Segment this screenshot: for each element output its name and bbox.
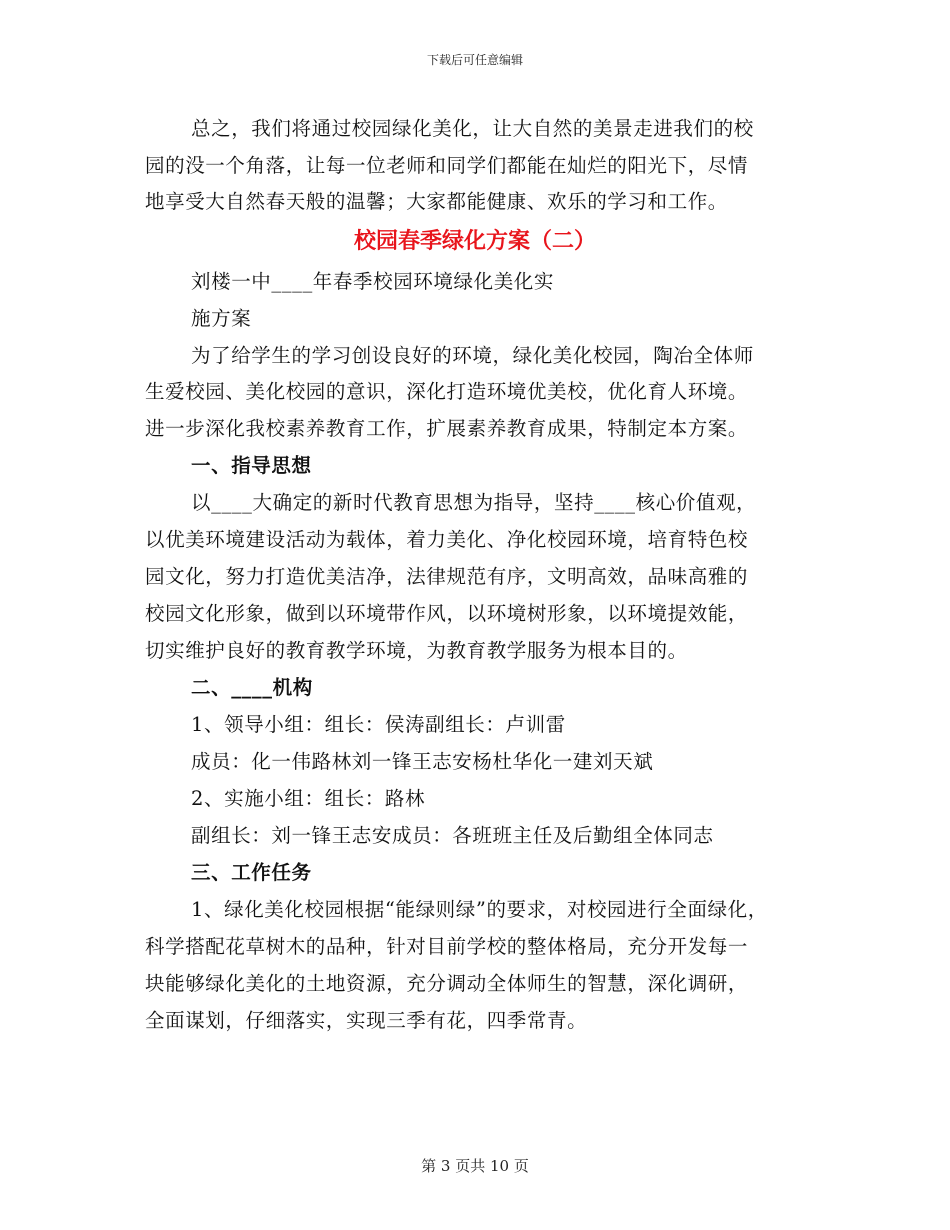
section2-line-3: 2、实施小组：组长：路林 (191, 787, 426, 810)
section-heading-work-tasks: 三、工作任务 (191, 861, 312, 884)
section2-line-4: 副组长：刘一锋王志安成员：各班班主任及后勤组全体同志 (191, 824, 714, 847)
purpose-line-1: 为了给学生的学习创设良好的环境，绿化美化校园，陶冶全体师 (191, 344, 754, 367)
section-heading-organization: 二、____机构 (191, 676, 313, 699)
page-number: 第 3 页共 10 页 (421, 1157, 529, 1175)
section2-line-1: 1、领导小组：组长：侯涛副组长：卢训雷 (191, 713, 566, 736)
section3-line-1: 1、绿化美化校园根据“能绿则绿”的要求，对校园进行全面绿化， (191, 898, 768, 921)
intro-line-1: 总之，我们将通过校园绿化美化，让大自然的美景走进我们的校 (191, 117, 754, 140)
subtitle-line-2: 施方案 (191, 307, 252, 330)
section1-line-4: 校园文化形象，做到以环境带作风，以环境树形象，以环境提效能， (145, 602, 749, 625)
document-title: 校园春季绿化方案（二） (353, 229, 596, 254)
section1-line-5: 切实维护良好的教育教学环境，为教育教学服务为根本目的。 (145, 639, 688, 662)
purpose-line-2: 生爱校园、美化校园的意识，深化打造环境优美校，优化育人环境。 (145, 380, 749, 403)
intro-line-3: 地享受大自然春天般的温馨；大家都能健康、欢乐的学习和工作。 (145, 190, 728, 213)
section1-line-1: 以____大确定的新时代教育思想为指导，坚持____核心价值观， (191, 491, 757, 514)
section3-line-4: 全面谋划，仔细落实，实现三季有花，四季常青。 (145, 1009, 588, 1032)
intro-line-2: 园的没一个角落，让每一位老师和同学们都能在灿烂的阳光下，尽情 (145, 154, 749, 177)
section1-line-2: 以优美环境建设活动为载体，着力美化、净化校园环境，培育特色校 (145, 528, 749, 551)
section3-line-2: 科学搭配花草树木的品种，针对目前学校的整体格局，充分开发每一 (145, 935, 749, 958)
page-header-note: 下载后可任意编辑 (426, 53, 523, 67)
section3-line-3: 块能够绿化美化的土地资源，充分调动全体师生的智慧，深化调研， (145, 972, 749, 995)
purpose-line-3: 进一步深化我校素养教育工作，扩展素养教育成果，特制定本方案。 (145, 417, 749, 440)
section-heading-guiding-thought: 一、指导思想 (191, 454, 312, 477)
subtitle-line-1: 刘楼一中____年春季校园环境绿化美化实 (191, 270, 555, 293)
section2-line-2: 成员：化一伟路林刘一锋王志安杨杜华化一建刘天斌 (191, 750, 654, 773)
section1-line-3: 园文化，努力打造优美洁净，法律规范有序，文明高效，品味高雅的 (145, 565, 749, 588)
